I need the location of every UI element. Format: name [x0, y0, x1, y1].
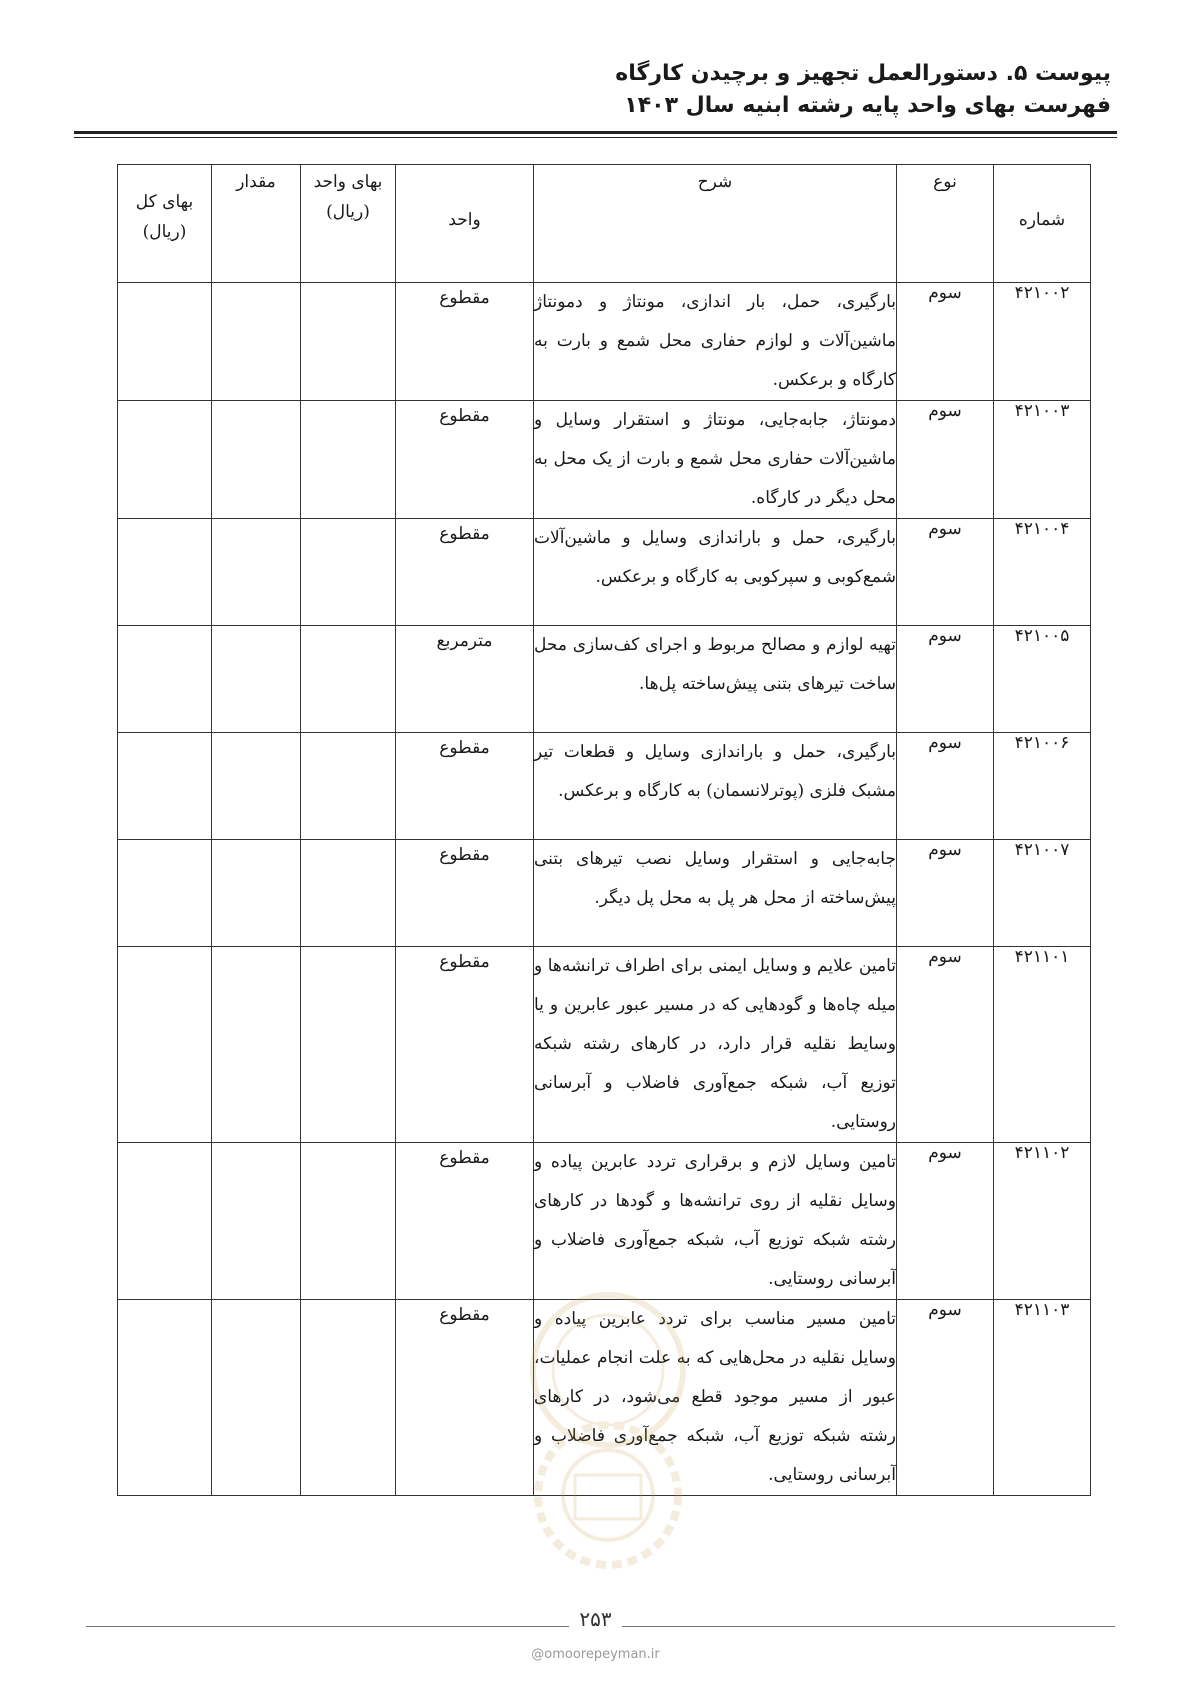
- row-total-price: [118, 401, 212, 519]
- row-unit: مقطوع: [396, 733, 534, 840]
- table-row: [118, 519, 1091, 626]
- column-header-type: نوع: [897, 165, 994, 283]
- row-unit: مقطوع: [396, 401, 534, 519]
- column-header-unit-price: بهای واحد (ریال): [301, 165, 396, 283]
- document-header: [615, 58, 1111, 122]
- row-description: تامین وسایل لازم و برقراری تردد عابرین پیاده و وسایل نقلیه از روی ترانشه‌ها و گودها در کارهای رشته شبکه توزیع آب، شبکه جمع‌آوری فاضلاب و آبرسانی روستایی.: [534, 1143, 897, 1300]
- header-rule-thick: [74, 131, 1117, 134]
- row-unit-price: [301, 840, 396, 947]
- appendix-title: پیوست ۵. دستورالعمل تجهیز و برچیدن کارگاه: [615, 61, 1111, 86]
- row-description: بارگیری، حمل و باراندازی وسایل و قطعات تیر مشبک فلزی (پوترلانسمان) به کارگاه و برعکس.: [534, 733, 897, 840]
- row-description: جابه‌جایی و استقرار وسایل نصب تیرهای بتنی پیش‌ساخته از محل هر پل به محل پل دیگر.: [534, 840, 897, 947]
- row-unit-price: [301, 283, 396, 401]
- row-quantity: [212, 401, 301, 519]
- header-rule-thin: [74, 137, 1117, 138]
- row-total-price: [118, 733, 212, 840]
- row-unit: مقطوع: [396, 283, 534, 401]
- table-row: [118, 840, 1091, 947]
- column-header-total-price: بهای کل (ریال): [118, 165, 212, 283]
- row-type: سوم: [897, 626, 994, 733]
- row-number: ۴۲۱۰۰۴: [994, 519, 1091, 626]
- row-number: ۴۲۱۱۰۳: [994, 1300, 1091, 1496]
- row-total-price: [118, 626, 212, 733]
- row-total-price: [118, 283, 212, 401]
- row-type: سوم: [897, 947, 994, 1143]
- row-number: ۴۲۱۱۰۱: [994, 947, 1091, 1143]
- table-row: [118, 401, 1091, 519]
- row-number: ۴۲۱۰۰۶: [994, 733, 1091, 840]
- table-row: [118, 626, 1091, 733]
- page-number: ۲۵۳: [0, 1607, 1191, 1631]
- row-type: سوم: [897, 283, 994, 401]
- website-watermark: @omoorepeyman.ir: [531, 1647, 660, 1662]
- row-quantity: [212, 283, 301, 401]
- table-header-row: [118, 165, 1091, 283]
- row-number: ۴۲۱۰۰۷: [994, 840, 1091, 947]
- row-unit-price: [301, 626, 396, 733]
- price-list-table: [117, 164, 1091, 1496]
- row-unit: مقطوع: [396, 519, 534, 626]
- row-type: سوم: [897, 840, 994, 947]
- row-unit: مقطوع: [396, 1143, 534, 1300]
- row-description: بارگیری، حمل، بار اندازی، مونتاژ و دمونتاژ ماشین‌آلات و لوازم حفاری محل شمع و بارت به کارگاه و برعکس.: [534, 283, 897, 401]
- row-quantity: [212, 519, 301, 626]
- column-header-number: شماره: [994, 165, 1091, 283]
- row-quantity: [212, 1300, 301, 1496]
- row-type: سوم: [897, 519, 994, 626]
- column-header-description: شرح: [534, 165, 897, 283]
- row-total-price: [118, 1143, 212, 1300]
- column-header-quantity: مقدار: [212, 165, 301, 283]
- row-quantity: [212, 733, 301, 840]
- row-type: سوم: [897, 401, 994, 519]
- row-unit: مترمربع: [396, 626, 534, 733]
- row-total-price: [118, 519, 212, 626]
- row-unit: مقطوع: [396, 1300, 534, 1496]
- row-quantity: [212, 947, 301, 1143]
- row-quantity: [212, 1143, 301, 1300]
- row-unit-price: [301, 733, 396, 840]
- row-number: ۴۲۱۰۰۲: [994, 283, 1091, 401]
- row-unit-price: [301, 947, 396, 1143]
- row-unit: مقطوع: [396, 947, 534, 1143]
- row-type: سوم: [897, 1143, 994, 1300]
- row-number: ۴۲۱۱۰۲: [994, 1143, 1091, 1300]
- table-row: [118, 947, 1091, 1143]
- row-type: سوم: [897, 1300, 994, 1496]
- row-total-price: [118, 1300, 212, 1496]
- row-total-price: [118, 840, 212, 947]
- row-description: تهیه لوازم و مصالح مربوط و اجرای کف‌سازی محل ساخت تیرهای بتنی پیش‌ساخته پل‌ها.: [534, 626, 897, 733]
- row-description: دمونتاژ، جابه‌جایی، مونتاژ و استقرار وسایل و ماشین‌آلات حفاری محل شمع و بارت از یک محل به محل دیگر در کارگاه.: [534, 401, 897, 519]
- row-unit-price: [301, 1143, 396, 1300]
- table-row: [118, 1300, 1091, 1496]
- row-unit: مقطوع: [396, 840, 534, 947]
- row-quantity: [212, 840, 301, 947]
- row-description: تامین مسیر مناسب برای تردد عابرین پیاده و وسایل نقلیه در محل‌هایی که به علت انجام عملیات، عبور از مسیر موجود قطع می‌شود، در کارهای رشته شبکه توزیع آب، شبکه جمع‌آوری فاضلاب و آبرسانی روستایی.: [534, 1300, 897, 1496]
- price-list-title: فهرست بهای واحد پایه رشته ابنیه سال ۱۴۰۳: [624, 93, 1111, 118]
- row-number: ۴۲۱۰۰۵: [994, 626, 1091, 733]
- column-header-unit: واحد: [396, 165, 534, 283]
- row-description: بارگیری، حمل و باراندازی وسایل و ماشین‌آلات شمع‌کوبی و سپرکوبی به کارگاه و برعکس.: [534, 519, 897, 626]
- row-description: تامین علایم و وسایل ایمنی برای اطراف ترانشه‌ها و میله چاه‌ها و گودهایی که در مسیر عبور عابرین و یا وسایط نقلیه قرار دارد، در کارهای رشته شبکه توزیع آب، شبکه جمع‌آوری فاضلاب و آبرسانی روستایی.: [534, 947, 897, 1143]
- row-number: ۴۲۱۰۰۳: [994, 401, 1091, 519]
- row-unit-price: [301, 1300, 396, 1496]
- row-quantity: [212, 626, 301, 733]
- table-row: [118, 1143, 1091, 1300]
- row-unit-price: [301, 519, 396, 626]
- row-unit-price: [301, 401, 396, 519]
- row-total-price: [118, 947, 212, 1143]
- row-type: سوم: [897, 733, 994, 840]
- table-row: [118, 733, 1091, 840]
- table-row: [118, 283, 1091, 401]
